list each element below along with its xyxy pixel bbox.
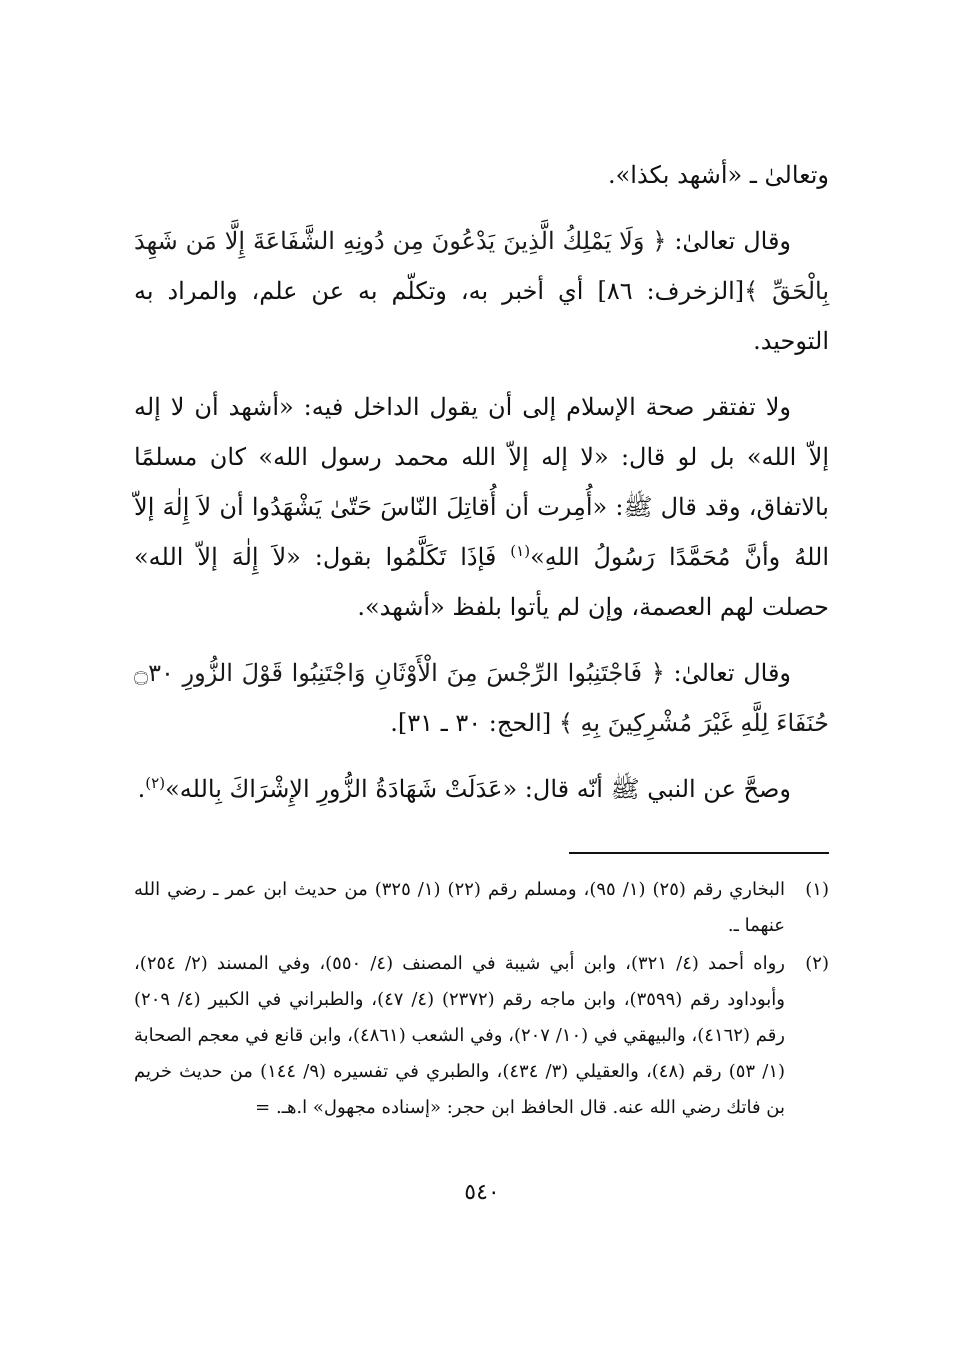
footnote-marker: (٢) bbox=[145, 774, 166, 792]
quran-verse: ﴿ وَلَا يَمْلِكُ الَّذِينَ يَدْعُونَ مِن دُونِهِ الشَّفَاعَةَ إِلَّا مَن شَهِدَ بِالْحَقِّ ﴾ bbox=[134, 227, 829, 305]
paragraph-text: ولا تفتقر صحة الإسلام إلى أن يقول الداخل فيه: «أشهد أن لا إله إلاّ الله» بل لو قال: «لا إله إلاّ الله محمد رسول الله» كان مسلمًا بالاتفاق، وقد قال ﷺ: «أُمِرت أن أُقاتِلَ النّاسَ حَتّىٰ يَشْهَدُوا أن لاَ إِلٰهَ إلاّ اللهُ وأنَّ مُحَمَّدًا رَسُولُ اللهِ» bbox=[134, 393, 830, 571]
paragraph-1 bbox=[134, 150, 829, 200]
paragraph-intro: وقال تعالىٰ: bbox=[666, 227, 792, 255]
footnote-separator bbox=[569, 852, 829, 854]
footnote-text: البخاري رقم (٢٥) (١/ ٩٥)، ومسلم رقم (٢٢) (١/ ٣٢٥) من حديث ابن عمر ـ رضي الله عنهما ـ. bbox=[134, 879, 785, 936]
paragraph-2 bbox=[134, 216, 829, 366]
footnote-number: (٢) bbox=[805, 953, 829, 974]
paragraph-3 bbox=[134, 382, 829, 632]
paragraph-text: . bbox=[137, 775, 146, 803]
footnote-1 bbox=[134, 872, 829, 944]
paragraph-text: وتعالىٰ ـ «أشهد بكذا». bbox=[607, 161, 829, 189]
paragraph-5 bbox=[134, 764, 829, 814]
page-number: ٥٤٠ bbox=[464, 1180, 500, 1205]
verse-reference: [الحج: ٣٠ ـ ٣١]. bbox=[390, 709, 559, 737]
footnote-2 bbox=[134, 946, 829, 1126]
footnote-number: (١) bbox=[805, 879, 829, 900]
paragraph-text: وصحَّ عن النبي ﷺ أنّه قال: «عَدَلَتْ شَهَادَةُ الزُّورِ الإِشْرَاكَ بِالله» bbox=[165, 775, 791, 803]
paragraph-text: أي أخبر به، وتكلّم به عن علم، والمراد به التوحيد. bbox=[134, 277, 829, 355]
quran-verse: ﴿ فَاجْتَنِبُوا الرِّجْسَ مِنَ الْأَوْثَانِ وَاجْتَنِبُوا قَوْلَ الزُّورِ ۝٣٠ حُنَفَاءَ لِلَّهِ غَيْرَ مُشْرِكِينَ بِهِ ﴾ bbox=[134, 659, 829, 737]
paragraph-4 bbox=[134, 648, 829, 748]
footnote-marker: (١) bbox=[510, 542, 531, 560]
main-text bbox=[134, 150, 829, 830]
footnotes bbox=[134, 872, 829, 1128]
footnote-text: رواه أحمد (٤/ ٣٢١)، وابن أبي شيبة في المصنف (٤/ ٥٥٠)، وفي المسند (٢/ ٢٥٤)، وأبوداود رقم (٣٥٩٩)، وابن ماجه رقم (٢٣٧٢) (٤/ ٤٧)، والطبراني في الكبير (٤/ ٢٠٩) رقم (٤١٦٢)، والبيهقي في (١٠/ ٢٠٧)، وفي الشعب (٤٨٦١)، وابن قانع في معجم الصحابة (١/ ٥٣) رقم (٤٨)، والعقيلي (٣/ ٤٣٤)، والطبري في تفسيره (٩/ ١٤٤) من حديث خريم بن فاتك رضي الله عنه. قال الحافظ ابن حجر: «إسناده مجهول» ا.هـ. = bbox=[134, 953, 786, 1118]
verse-reference: [الزخرف: ٨٦] bbox=[597, 277, 745, 305]
paragraph-text: فَإذَا تَكَلَّمُوا بقول: «لاَ إِلٰهَ إلاّ الله» حصلت لهم العصمة، وإن لم يأتوا بلفظ «أشهد». bbox=[134, 543, 829, 621]
paragraph-intro: وقال تعالىٰ: bbox=[664, 659, 792, 687]
